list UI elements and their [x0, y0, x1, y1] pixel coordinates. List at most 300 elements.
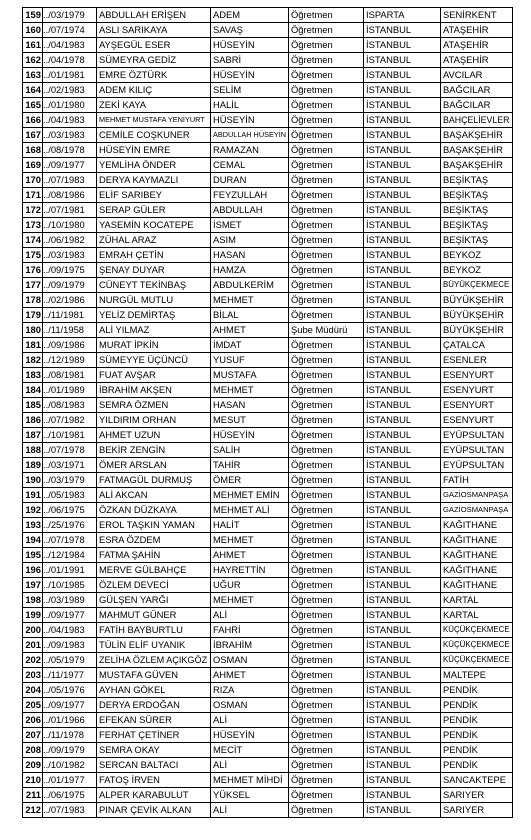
province-cell: ISPARTA [364, 8, 441, 23]
full-name-cell: ZEKİ KAYA [97, 98, 211, 113]
row-number-cell: 172 [23, 203, 43, 218]
district-cell: BÜYÜKŞEHİR [441, 308, 513, 323]
full-name-cell: FERHAT ÇETİNER [97, 728, 211, 743]
full-name-cell: MUSTAFA GÜVEN [97, 668, 211, 683]
row-number-cell: 170 [23, 173, 43, 188]
district-cell: BAŞAKŞEHİR [441, 143, 513, 158]
row-number-cell: 204 [23, 683, 43, 698]
row-number-cell: 196 [23, 563, 43, 578]
row-number-cell: 180 [23, 323, 43, 338]
full-name-cell: FATOŞ İRVEN [97, 773, 211, 788]
title-cell: Öğretmen [289, 743, 364, 758]
title-cell: Öğretmen [289, 518, 364, 533]
father-name-cell: SELİM [211, 83, 289, 98]
title-cell: Öğretmen [289, 143, 364, 158]
birth-date-cell: ../09/1983 [43, 638, 97, 653]
row-number-cell: 209 [23, 758, 43, 773]
birth-date-cell: ../11/1977 [43, 668, 97, 683]
table-row [23, 428, 513, 443]
title-cell: Öğretmen [289, 113, 364, 128]
district-cell: GAZİOSMANPAŞA [441, 488, 513, 503]
district-cell: ESENYURT [441, 413, 513, 428]
province-cell: İSTANBUL [364, 488, 441, 503]
father-name-cell: İBRAHİM [211, 638, 289, 653]
province-cell: İSTANBUL [364, 713, 441, 728]
full-name-cell: CÜNEYT TEKİNBAŞ [97, 278, 211, 293]
table-row [23, 683, 513, 698]
birth-date-cell: ../25/1976 [43, 518, 97, 533]
birth-date-cell: ../03/1983 [43, 128, 97, 143]
title-cell: Öğretmen [289, 533, 364, 548]
full-name-cell: ASLI SARIKAYA [97, 23, 211, 38]
district-cell: BÜYÜKÇEKMECE [441, 278, 513, 293]
row-number-cell: 177 [23, 278, 43, 293]
province-cell: İSTANBUL [364, 548, 441, 563]
row-number-cell: 167 [23, 128, 43, 143]
full-name-cell: YELİZ DEMİRTAŞ [97, 308, 211, 323]
district-cell: BAŞAKŞEHİR [441, 128, 513, 143]
district-cell: BÜYÜKŞEHİR [441, 323, 513, 338]
row-number-cell: 166 [23, 113, 43, 128]
district-cell: ESENLER [441, 353, 513, 368]
father-name-cell: FEYZULLAH [211, 188, 289, 203]
birth-date-cell: ../02/1986 [43, 293, 97, 308]
province-cell: İSTANBUL [364, 698, 441, 713]
birth-date-cell: ../03/1979 [43, 473, 97, 488]
district-cell: BAĞCILAR [441, 83, 513, 98]
title-cell: Öğretmen [289, 338, 364, 353]
birth-date-cell: ../08/1983 [43, 398, 97, 413]
father-name-cell: SABRİ [211, 53, 289, 68]
birth-date-cell: ../09/1977 [43, 608, 97, 623]
full-name-cell: MURAT İPKİN [97, 338, 211, 353]
province-cell: İSTANBUL [364, 233, 441, 248]
district-cell: PENDİK [441, 758, 513, 773]
title-cell: Öğretmen [289, 128, 364, 143]
father-name-cell: HÜSEYİN [211, 113, 289, 128]
full-name-cell: ÖZLEM DEVECİ [97, 578, 211, 593]
province-cell: İSTANBUL [364, 803, 441, 818]
row-number-cell: 179 [23, 308, 43, 323]
row-number-cell: 165 [23, 98, 43, 113]
title-cell: Öğretmen [289, 728, 364, 743]
birth-date-cell: ../06/1975 [43, 788, 97, 803]
table-row [23, 353, 513, 368]
father-name-cell: MEHMET [211, 533, 289, 548]
birth-date-cell: ../06/1975 [43, 503, 97, 518]
father-name-cell: ALİ [211, 758, 289, 773]
district-cell: KÜÇÜKÇEKMECE [441, 623, 513, 638]
birth-date-cell: ../07/1978 [43, 533, 97, 548]
row-number-cell: 198 [23, 593, 43, 608]
district-cell: KARTAL [441, 608, 513, 623]
table-row [23, 173, 513, 188]
province-cell: İSTANBUL [364, 563, 441, 578]
father-name-cell: MESUT [211, 413, 289, 428]
table-row [23, 518, 513, 533]
district-cell: ÇATALCA [441, 338, 513, 353]
full-name-cell: CEMİLE COŞKUNER [97, 128, 211, 143]
district-cell: BEYKOZ [441, 248, 513, 263]
row-number-cell: 210 [23, 773, 43, 788]
row-number-cell: 164 [23, 83, 43, 98]
row-number-cell: 193 [23, 518, 43, 533]
father-name-cell: HASAN [211, 248, 289, 263]
district-cell: BAHÇELİEVLER [441, 113, 513, 128]
title-cell: Öğretmen [289, 803, 364, 818]
province-cell: İSTANBUL [364, 203, 441, 218]
row-number-cell: 174 [23, 233, 43, 248]
table-row [23, 398, 513, 413]
full-name-cell: FATMA ŞAHİN [97, 548, 211, 563]
birth-date-cell: ../07/1981 [43, 203, 97, 218]
table-row [23, 443, 513, 458]
birth-date-cell: ../10/1980 [43, 218, 97, 233]
row-number-cell: 171 [23, 188, 43, 203]
district-cell: BEŞİKTAŞ [441, 203, 513, 218]
father-name-cell: HÜSEYİN [211, 728, 289, 743]
birth-date-cell: ../12/1984 [43, 548, 97, 563]
province-cell: İSTANBUL [364, 128, 441, 143]
full-name-cell: ALPER KARABULUT [97, 788, 211, 803]
row-number-cell: 160 [23, 23, 43, 38]
row-number-cell: 195 [23, 548, 43, 563]
table-row [23, 113, 513, 128]
table-row [23, 623, 513, 638]
birth-date-cell: ../10/1985 [43, 578, 97, 593]
row-number-cell: 188 [23, 443, 43, 458]
birth-date-cell: ../05/1983 [43, 488, 97, 503]
father-name-cell: HÜSEYİN [211, 38, 289, 53]
district-cell: ESENYURT [441, 383, 513, 398]
province-cell: İSTANBUL [364, 593, 441, 608]
table-row [23, 728, 513, 743]
district-cell: ESENYURT [441, 398, 513, 413]
birth-date-cell: ../07/1978 [43, 443, 97, 458]
row-number-cell: 175 [23, 248, 43, 263]
full-name-cell: ESRA ÖZDEM [97, 533, 211, 548]
row-number-cell: 199 [23, 608, 43, 623]
table-row [23, 293, 513, 308]
district-cell: KÜÇÜKÇEKMECE [441, 653, 513, 668]
birth-date-cell: ../11/1978 [43, 728, 97, 743]
title-cell: Öğretmen [289, 563, 364, 578]
father-name-cell: UĞUR [211, 578, 289, 593]
title-cell: Öğretmen [289, 473, 364, 488]
district-cell: SENİRKENT [441, 8, 513, 23]
birth-date-cell: ../09/1977 [43, 698, 97, 713]
father-name-cell: YÜKSEL [211, 788, 289, 803]
full-name-cell: ALİ YILMAZ [97, 323, 211, 338]
full-name-cell: FUAT AVŞAR [97, 368, 211, 383]
table-row [23, 8, 513, 23]
district-cell: ATAŞEHİR [441, 53, 513, 68]
table-row [23, 488, 513, 503]
birth-date-cell: ../01/1989 [43, 383, 97, 398]
province-cell: İSTANBUL [364, 758, 441, 773]
province-cell: İSTANBUL [364, 293, 441, 308]
table-row [23, 83, 513, 98]
district-cell: KAĞITHANE [441, 548, 513, 563]
title-cell: Öğretmen [289, 398, 364, 413]
table-row [23, 608, 513, 623]
full-name-cell: MEHMET MUSTAFA YENİYURT [97, 113, 211, 128]
district-cell: AVCILAR [441, 68, 513, 83]
birth-date-cell: ../07/1982 [43, 413, 97, 428]
table-row [23, 98, 513, 113]
row-number-cell: 191 [23, 488, 43, 503]
row-number-cell: 176 [23, 263, 43, 278]
row-number-cell: 192 [23, 503, 43, 518]
title-cell: Öğretmen [289, 233, 364, 248]
father-name-cell: MEHMET [211, 593, 289, 608]
full-name-cell: ELİF SARIBEY [97, 188, 211, 203]
father-name-cell: HÜSEYİN [211, 68, 289, 83]
birth-date-cell: ../09/1977 [43, 158, 97, 173]
full-name-cell: PINAR ÇEVİK ALKAN [97, 803, 211, 818]
father-name-cell: MEHMET [211, 293, 289, 308]
table-row [23, 158, 513, 173]
table-row [23, 383, 513, 398]
father-name-cell: MEHMET MİHDİ [211, 773, 289, 788]
row-number-cell: 162 [23, 53, 43, 68]
district-cell: EYÜPSULTAN [441, 443, 513, 458]
title-cell: Öğretmen [289, 83, 364, 98]
full-name-cell: İBRAHİM AKŞEN [97, 383, 211, 398]
birth-date-cell: ../11/1981 [43, 308, 97, 323]
father-name-cell: ALİ [211, 803, 289, 818]
title-cell: Öğretmen [289, 578, 364, 593]
row-number-cell: 178 [23, 293, 43, 308]
full-name-cell: EMRAH ÇETİN [97, 248, 211, 263]
row-number-cell: 163 [23, 68, 43, 83]
father-name-cell: HALİT [211, 518, 289, 533]
title-cell: Öğretmen [289, 608, 364, 623]
row-number-cell: 205 [23, 698, 43, 713]
district-cell: PENDİK [441, 728, 513, 743]
title-cell: Öğretmen [289, 53, 364, 68]
row-number-cell: 182 [23, 353, 43, 368]
table-row [23, 128, 513, 143]
father-name-cell: MEHMET EMİN [211, 488, 289, 503]
table-row [23, 638, 513, 653]
full-name-cell: FATMAGÜL DURMUŞ [97, 473, 211, 488]
row-number-cell: 168 [23, 143, 43, 158]
district-cell: BEŞİKTAŞ [441, 218, 513, 233]
title-cell: Öğretmen [289, 173, 364, 188]
province-cell: İSTANBUL [364, 428, 441, 443]
district-cell: KARTAL [441, 593, 513, 608]
table-row [23, 458, 513, 473]
full-name-cell: TÜLİN ELİF UYANIK [97, 638, 211, 653]
row-number-cell: 203 [23, 668, 43, 683]
full-name-cell: DERYA KAYMAZLI [97, 173, 211, 188]
birth-date-cell: ../06/1982 [43, 233, 97, 248]
table-row [23, 788, 513, 803]
province-cell: İSTANBUL [364, 578, 441, 593]
full-name-cell: HÜSEYİN EMRE [97, 143, 211, 158]
row-number-cell: 181 [23, 338, 43, 353]
full-name-cell: ŞENAY DUYAR [97, 263, 211, 278]
table-row [23, 278, 513, 293]
title-cell: Öğretmen [289, 293, 364, 308]
district-cell: KÜÇÜKÇEKMECE [441, 638, 513, 653]
province-cell: İSTANBUL [364, 668, 441, 683]
title-cell: Öğretmen [289, 668, 364, 683]
row-number-cell: 184 [23, 383, 43, 398]
full-name-cell: ALİ AKCAN [97, 488, 211, 503]
table-row [23, 533, 513, 548]
title-cell: Öğretmen [289, 698, 364, 713]
title-cell: Öğretmen [289, 548, 364, 563]
province-cell: İSTANBUL [364, 653, 441, 668]
province-cell: İSTANBUL [364, 323, 441, 338]
table-row [23, 233, 513, 248]
birth-date-cell: ../01/1980 [43, 98, 97, 113]
province-cell: İSTANBUL [364, 398, 441, 413]
title-cell: Şube Müdürü [289, 323, 364, 338]
province-cell: İSTANBUL [364, 533, 441, 548]
province-cell: İSTANBUL [364, 278, 441, 293]
row-number-cell: 169 [23, 158, 43, 173]
table-row [23, 188, 513, 203]
full-name-cell: ZÜHAL ARAZ [97, 233, 211, 248]
title-cell: Öğretmen [289, 23, 364, 38]
birth-date-cell: ../03/1989 [43, 593, 97, 608]
birth-date-cell: ../04/1978 [43, 53, 97, 68]
title-cell: Öğretmen [289, 38, 364, 53]
table-row [23, 803, 513, 818]
province-cell: İSTANBUL [364, 158, 441, 173]
district-cell: PENDİK [441, 698, 513, 713]
father-name-cell: ABDULKERİM [211, 278, 289, 293]
table-row [23, 563, 513, 578]
title-cell: Öğretmen [289, 188, 364, 203]
province-cell: İSTANBUL [364, 638, 441, 653]
province-cell: İSTANBUL [364, 788, 441, 803]
father-name-cell: TAHİR [211, 458, 289, 473]
district-cell: BAĞCILAR [441, 98, 513, 113]
table-row [23, 548, 513, 563]
district-cell: KAĞITHANE [441, 563, 513, 578]
birth-date-cell: ../09/1979 [43, 743, 97, 758]
father-name-cell: AHMET [211, 548, 289, 563]
full-name-cell: AHMET UZUN [97, 428, 211, 443]
title-cell: Öğretmen [289, 203, 364, 218]
father-name-cell: SAVAŞ [211, 23, 289, 38]
title-cell: Öğretmen [289, 158, 364, 173]
table-row [23, 758, 513, 773]
title-cell: Öğretmen [289, 788, 364, 803]
father-name-cell: ALİ [211, 608, 289, 623]
full-name-cell: SEMRA OKAY [97, 743, 211, 758]
father-name-cell: YUSUF [211, 353, 289, 368]
full-name-cell: SERCAN BALTACI [97, 758, 211, 773]
full-name-cell: YILDIRIM ORHAN [97, 413, 211, 428]
province-cell: İSTANBUL [364, 683, 441, 698]
row-number-cell: 187 [23, 428, 43, 443]
province-cell: İSTANBUL [364, 248, 441, 263]
table-row [23, 68, 513, 83]
title-cell: Öğretmen [289, 443, 364, 458]
table-row [23, 368, 513, 383]
father-name-cell: MUSTAFA [211, 368, 289, 383]
birth-date-cell: ../10/1981 [43, 428, 97, 443]
document-page [22, 7, 512, 818]
father-name-cell: ADEM [211, 8, 289, 23]
province-cell: İSTANBUL [364, 743, 441, 758]
full-name-cell: AYŞEGÜL ESER [97, 38, 211, 53]
title-cell: Öğretmen [289, 758, 364, 773]
district-cell: BEŞİKTAŞ [441, 173, 513, 188]
table-row [23, 413, 513, 428]
full-name-cell: ADEM KILIÇ [97, 83, 211, 98]
birth-date-cell: ../11/1958 [43, 323, 97, 338]
father-name-cell: MEHMET [211, 383, 289, 398]
district-cell: FATİH [441, 473, 513, 488]
title-cell: Öğretmen [289, 278, 364, 293]
district-cell: KAĞITHANE [441, 518, 513, 533]
district-cell: EYÜPSULTAN [441, 458, 513, 473]
title-cell: Öğretmen [289, 623, 364, 638]
district-cell: SANCAKTEPE [441, 773, 513, 788]
birth-date-cell: ../07/1974 [43, 23, 97, 38]
province-cell: İSTANBUL [364, 458, 441, 473]
district-cell: BEYKOZ [441, 263, 513, 278]
table-row [23, 593, 513, 608]
district-cell: ESENYURT [441, 368, 513, 383]
row-number-cell: 194 [23, 533, 43, 548]
birth-date-cell: ../04/1983 [43, 623, 97, 638]
row-number-cell: 159 [23, 8, 43, 23]
title-cell: Öğretmen [289, 638, 364, 653]
father-name-cell: DURAN [211, 173, 289, 188]
table-row [23, 38, 513, 53]
full-name-cell: DERYA ERDOĞAN [97, 698, 211, 713]
province-cell: İSTANBUL [364, 38, 441, 53]
district-cell: PENDİK [441, 713, 513, 728]
district-cell: SARIYER [441, 803, 513, 818]
province-cell: İSTANBUL [364, 353, 441, 368]
full-name-cell: FATİH BAYBURTLU [97, 623, 211, 638]
birth-date-cell: ../01/1991 [43, 563, 97, 578]
province-cell: İSTANBUL [364, 68, 441, 83]
birth-date-cell: ../08/1986 [43, 188, 97, 203]
province-cell: İSTANBUL [364, 773, 441, 788]
table-row [23, 338, 513, 353]
province-cell: İSTANBUL [364, 608, 441, 623]
province-cell: İSTANBUL [364, 338, 441, 353]
row-number-cell: 201 [23, 638, 43, 653]
row-number-cell: 183 [23, 368, 43, 383]
province-cell: İSTANBUL [364, 308, 441, 323]
province-cell: İSTANBUL [364, 188, 441, 203]
title-cell: Öğretmen [289, 308, 364, 323]
father-name-cell: AHMET [211, 668, 289, 683]
district-cell: PENDİK [441, 743, 513, 758]
father-name-cell: ABDULLAH HÜSEYİN [211, 128, 289, 143]
district-cell: KAĞITHANE [441, 533, 513, 548]
row-number-cell: 197 [23, 578, 43, 593]
birth-date-cell: ../10/1982 [43, 758, 97, 773]
table-body [23, 8, 513, 818]
title-cell: Öğretmen [289, 428, 364, 443]
full-name-cell: SÜMEYYE ÜÇÜNCÜ [97, 353, 211, 368]
title-cell: Öğretmen [289, 683, 364, 698]
row-number-cell: 208 [23, 743, 43, 758]
father-name-cell: ALİ [211, 713, 289, 728]
father-name-cell: CEMAL [211, 158, 289, 173]
